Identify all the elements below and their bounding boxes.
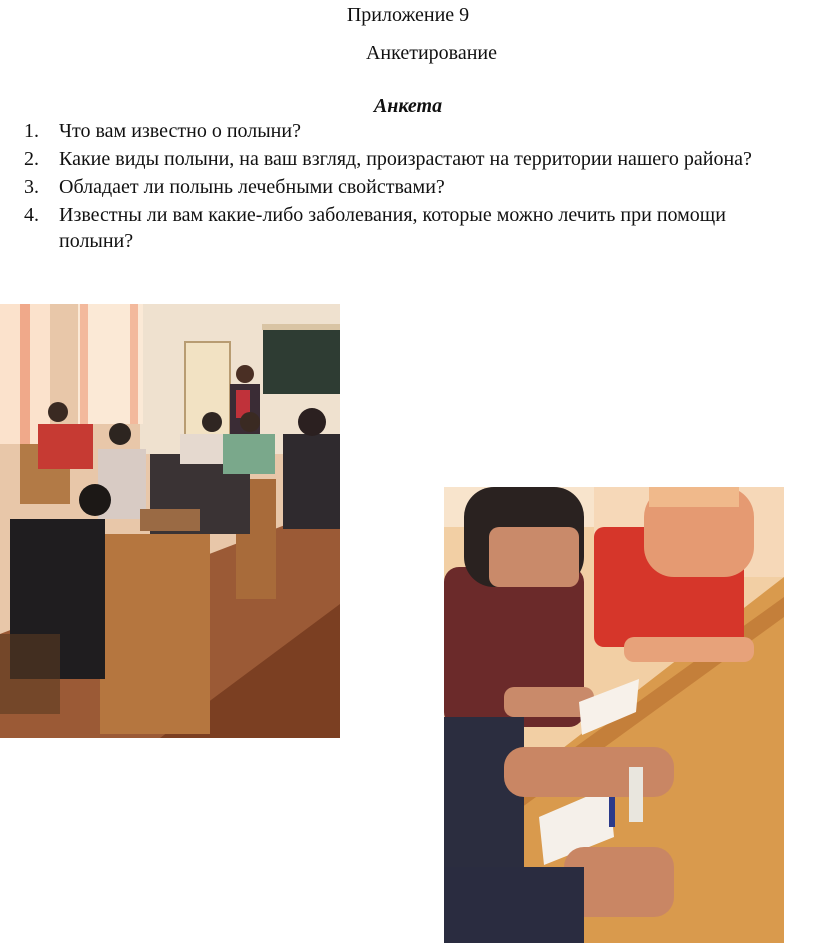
students-writing-photo-image	[444, 487, 784, 943]
students-writing-photo	[444, 487, 784, 943]
question-item	[24, 146, 784, 172]
page-subtitle: Анкетирование	[365, 42, 498, 64]
question-number: 1.	[24, 120, 39, 142]
question-item	[24, 174, 784, 200]
question-text: Обладает ли полынь лечебными свойствами?	[59, 176, 445, 198]
question-number: 4.	[24, 204, 39, 226]
questions-list	[24, 118, 784, 256]
question-number: 3.	[24, 176, 39, 198]
questionnaire-heading: Анкета	[373, 95, 443, 117]
question-text: Какие виды полыни, на ваш взгляд, произрастают на территории нашего района?	[59, 148, 752, 170]
classroom-photo-image	[0, 304, 340, 738]
question-item	[24, 118, 784, 144]
question-text: Известны ли вам какие-либо заболевания, которые можно лечить при помощи полыни?	[59, 204, 726, 252]
question-item	[24, 202, 784, 254]
classroom-photo	[0, 304, 340, 738]
question-number: 2.	[24, 148, 39, 170]
appendix-label: Приложение 9	[346, 4, 470, 26]
question-text: Что вам известно о полыни?	[59, 120, 301, 142]
